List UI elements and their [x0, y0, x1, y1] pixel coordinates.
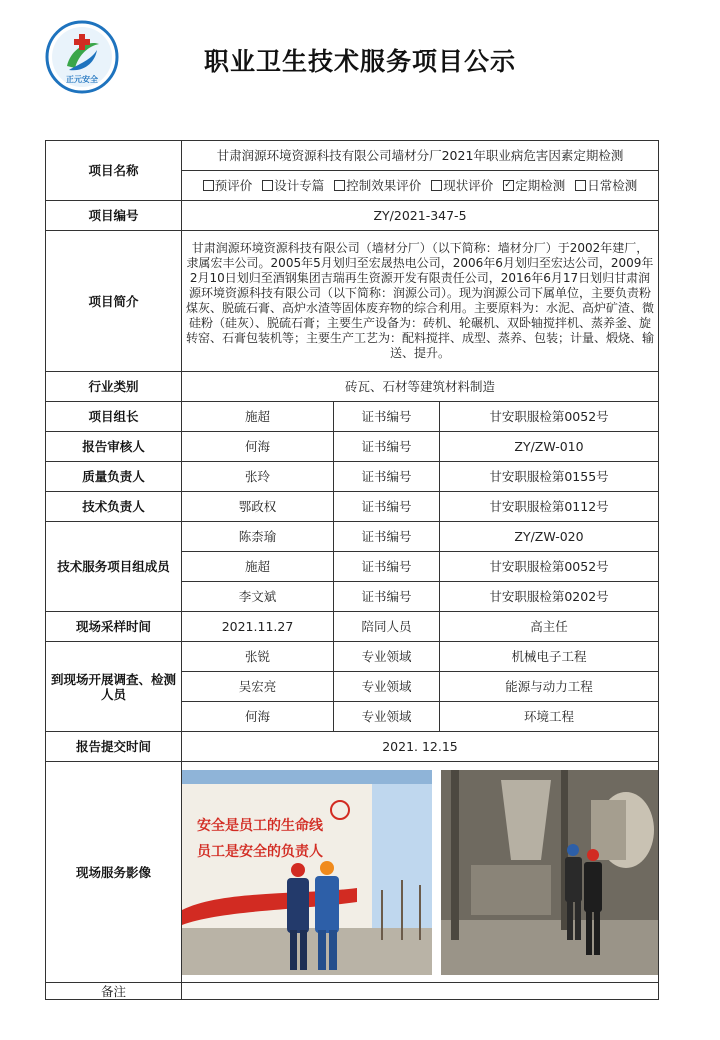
- reviewer-cert: ZY/ZW-010: [440, 432, 659, 462]
- wall-slogan-line1: 安全是员工的生命线: [197, 817, 323, 834]
- member-name: 陈柰瑜: [182, 522, 334, 552]
- reviewer-name: 何海: [182, 432, 334, 462]
- tech-label: 技术负责人: [46, 492, 182, 522]
- member-cert: ZY/ZW-020: [440, 522, 659, 552]
- field-staff-field: 机械电子工程: [440, 642, 659, 672]
- leader-label: 项目组长: [46, 402, 182, 432]
- report-submit-value: 2021. 12.15: [182, 732, 659, 762]
- field-label: 专业领域: [334, 672, 440, 702]
- sampling-time-label: 现场采样时间: [46, 612, 182, 642]
- cert-label: 证书编号: [334, 492, 440, 522]
- quality-name: 张玲: [182, 462, 334, 492]
- field-label: 专业领域: [334, 642, 440, 672]
- checked-checkbox-icon: [503, 180, 514, 191]
- project-name-value: 甘肃润源环境资源科技有限公司墙材分厂2021年职业病危害因素定期检测: [182, 141, 659, 171]
- field-staff-field: 环境工程: [440, 702, 659, 732]
- member-cert: 甘安职服检第0052号: [440, 552, 659, 582]
- accompany-label: 陪同人员: [334, 612, 440, 642]
- industry-label: 行业类别: [46, 372, 182, 402]
- checkbox-icon: [262, 180, 273, 191]
- project-info-table: [45, 140, 659, 1000]
- service-type-options: [182, 171, 659, 201]
- reviewer-label: 报告审核人: [46, 432, 182, 462]
- images-cell: [182, 762, 659, 983]
- quality-label: 质量负责人: [46, 462, 182, 492]
- remarks-value: [182, 983, 659, 1000]
- cert-label: 证书编号: [334, 552, 440, 582]
- industry-value: 砖瓦、石材等建筑材料制造: [182, 372, 659, 402]
- service-type-option: 设计专篇: [262, 178, 324, 193]
- leader-name: 施超: [182, 402, 334, 432]
- members-label: 技术服务项目组成员: [46, 522, 182, 612]
- cert-label: 证书编号: [334, 462, 440, 492]
- report-submit-label: 报告提交时间: [46, 732, 182, 762]
- site-photo-workshop: [441, 770, 658, 975]
- checkbox-icon: [203, 180, 214, 191]
- cert-label: 证书编号: [334, 402, 440, 432]
- wall-slogan-line2: 员工是安全的负责人: [197, 843, 323, 860]
- project-intro-label: 项目简介: [46, 231, 182, 372]
- images-label: 现场服务影像: [46, 762, 182, 983]
- service-type-option: ✓ 定期检测: [503, 178, 565, 193]
- checkbox-icon: [575, 180, 586, 191]
- quality-cert: 甘安职服检第0155号: [440, 462, 659, 492]
- page-header: [0, 0, 720, 120]
- service-type-option: 日常检测: [575, 178, 637, 193]
- member-name: 李文斌: [182, 582, 334, 612]
- logo-text: 正元安全: [66, 75, 98, 84]
- field-staff-name: 张锐: [182, 642, 334, 672]
- service-type-option: 控制效果评价: [334, 178, 421, 193]
- cert-label: 证书编号: [334, 582, 440, 612]
- tech-name: 鄂政权: [182, 492, 334, 522]
- field-staff-name: 何海: [182, 702, 334, 732]
- service-type-option: 预评价: [203, 178, 253, 193]
- leader-cert: 甘安职服检第0052号: [440, 402, 659, 432]
- project-intro-value: 甘肃润源环境资源科技有限公司（墙材分厂）（以下简称：墙材分厂）于2002年建厂，隶属宏丰公司。2005年5月划归至宏晟热电公司，2006年6月划归至宏达公司，2009年2月10日划归至酒钢集团吉瑞再生资源开发有限责任公司，2016年6月17日划归甘肃润源环境资源科技有限公司（以下简称：润源公司）。现为润源公司下属单位，主要负责粉煤灰、脱硫石膏、高炉水渣等固体废弃物的综合利用。主要原料为：水泥、高炉矿渣、微硅粉（硅灰）、脱硫石膏；主要生产设备为：砖机、轮碾机、双卧轴搅拌机、蒸养釜、旋转窑、石膏包装机等；主要生产工艺为：配料搅拌、成型、蒸养、包装；计量、煅烧、输送、提升。: [182, 231, 659, 372]
- sampling-time-value: 2021.11.27: [182, 612, 334, 642]
- checkbox-icon: [431, 180, 442, 191]
- member-cert: 甘安职服检第0202号: [440, 582, 659, 612]
- page-title: 职业卫生技术服务项目公示: [203, 47, 516, 76]
- remarks-label: 备注: [46, 983, 182, 1000]
- field-staff-name: 吴宏亮: [182, 672, 334, 702]
- field-staff-label: 到现场开展调查、检测人员: [46, 642, 182, 732]
- accompany-value: 高主任: [440, 612, 659, 642]
- field-staff-field: 能源与动力工程: [440, 672, 659, 702]
- field-label: 专业领域: [334, 702, 440, 732]
- site-photo-wall: [182, 770, 432, 975]
- project-number-value: ZY/2021-347-5: [182, 201, 659, 231]
- project-number-label: 项目编号: [46, 201, 182, 231]
- member-name: 施超: [182, 552, 334, 582]
- photo-row: [182, 770, 658, 975]
- checkbox-icon: [334, 180, 345, 191]
- project-name-label: 项目名称: [46, 141, 182, 201]
- service-type-option: 现状评价: [431, 178, 493, 193]
- cert-label: 证书编号: [334, 432, 440, 462]
- cert-label: 证书编号: [334, 522, 440, 552]
- tech-cert: 甘安职服检第0112号: [440, 492, 659, 522]
